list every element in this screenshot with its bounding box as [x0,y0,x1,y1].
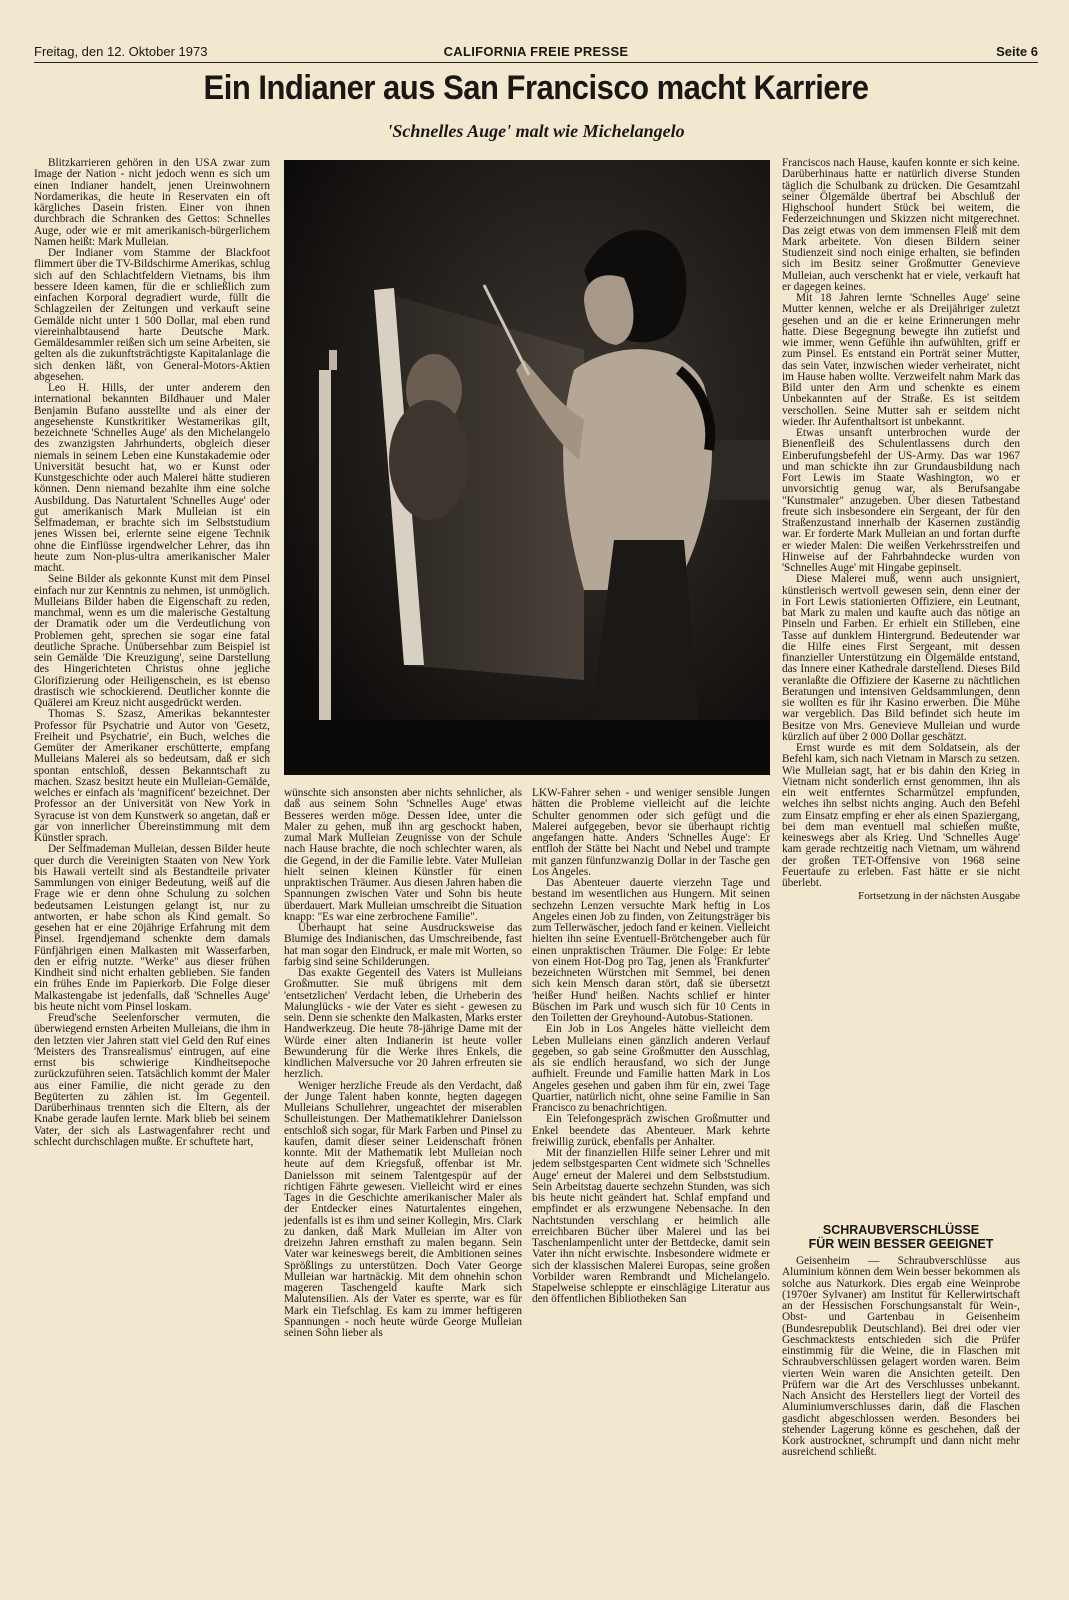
paragraph: Überhaupt hat seine Ausdrucksweise das Blumige des Indianischen, das Umschreibende, fast hat man sogar den Eindruck, er male mit Worten, so farbig sind seine Schilderungen. [284,922,522,968]
headline: Ein Indianer aus San Francisco macht Karriere [203,67,869,108]
paragraph: LKW-Fahrer sehen - und weniger sensible Jungen hätten die Probleme vielleicht auf die leichte Schulter genommen oder sich gefügt und die Malerei aufgegeben, bevor sie überhaupt richtig angefangen hatte. Anders 'Schnelles Auge': Er entfloh der Stätte bei Nacht und Nebel und trampte mit ganzen fünfunzwanzig Dollar in der Tasche gen Los Angeles. [532,788,770,878]
paragraph: Mit 18 Jahren lernte 'Schnelles Auge' seine Mutter kennen, welche er als Dreijähriger zuletzt gesehen und an die er keine Erinnerungen mehr hatte. Diese Begegnung bewegte ihn zutiefst und wie immer, wenn Gefühle ihn aufwühlten, griff er zum Pinsel. Es entstand ein Porträt seiner Mutter, das sein Vater, inzwischen wieder verheiratet, nicht im Hause haben wollte. Verzweifelt nahm Mark das Bild unter den Arm und schenkte es einem Unbekannten auf der Straße. Es ist seitdem verschollen. Seine Mutter sah er seitdem nicht wieder. Ihr Aufenthaltsort ist unbekannt. [782,292,1020,428]
paragraph: Freud'sche Seelenforscher vermuten, die überwiegend ernsten Arbeiten Mulleians, die ihm in den letzten vier Jahren statt viel Geld den Ruf eines 'Meisters des Transrealismus' eintrugen, auf eine ernst bis schwierige Kindheitsepoche zurückzuführen seien. Tatsächlich kommt der Maler aus einer Familie, die nicht gerade zu den Begüterten zu zählen ist. Im Gegenteil. Darüberhinaus trennten sich die Eltern, als der Knabe gerade laufen lernte. Mark blieb bei seinem Vater, der sich als Lastwagenfahrer recht und schlecht durchschlagen mußte. Er schuftete hart, [34,1012,270,1148]
paragraph: Mit der finanziellen Hilfe seiner Lehrer und mit jedem selbstgesparten Cent widmete sich 'Schnelles Auge' erneut der Malerei und dem Selbststudium. Sein Arbeitstag dauerte sechzehn Stunden, was sich bis heute nicht geändert hat. Schlaf empfand und empfindet er als erzwungene Nebensache. In den Nachtstunden verschlang er heimlich alle erreichbaren Bücher über Malerei und las bei Taschenlampenlicht unter der Bettdecke, damit sein Vater ihn nicht erwischte. Insbesondere widmete er sich der klassischen Malerei Europas, seine großen Vorbilder waren Rembrandt und Michelangelo. Stapelweise schleppte er einschlägige Literatur aus den öffentlichen Bibliotheken San [532,1147,770,1306]
paragraph: Thomas S. Szasz, Amerikas bekanntester Professor für Psychatrie und Autor von 'Gesetz, Freiheit und Psychatrie', ein Buch, welches die Gemüter der Amerikaner erschütterte, empfang Mulleians Malerei als so bedeutsam, daß er sich spontan entschloß, dessen Bekanntschaft zu machen. Szasz besitzt heute ein Mulleian-Gemälde, welches er einfach als 'magnificent' bezeichnet. Der Professor an der Universität von New York in Syracuse ist von dem Kunstwerk so angetan, daß er gar von innerlicher Übereinstimmung mit dem Künstler sprach. [34,708,270,844]
issue-date: Freitag, den 12. Oktober 1973 [34,44,208,59]
paragraph: Ernst wurde es mit dem Soldatsein, als der Befehl kam, sich nach Vietnam in Marsch zu setzen. Wie Mulleian sagt, hat er bis dahin den Krieg in Vietnam nicht sonderlich ernst genommen, ihn als ein weit entferntes Scharmützel empfunden, welches ihn selbst nichts anging. Auch den Befehl zum Einsatz empfing er eher als einen Spaziergang, bei dem man eventuell mal schießen mußte, keineswegs aber als Krieg. Und 'Schnelles Auge' kam gerade rechtzeitig nach Vietnam, um während der großen TET-Offensive von 1968 seine Feuertaufe zu erleben. Fast hätte er sie nicht überlebt. [782,742,1020,889]
paragraph: Das exakte Gegenteil des Vaters ist Mulleians Großmutter. Sie muß übrigens mit dem 'entsetzlichen' Verdacht leben, die Urheberin des Malunglücks - wie der Vater es sieht - gewesen zu sein. Denn sie schenkte den Malkasten, Marks erster Handwerkzeug. Die heute 78-jährige Dame mit der Würde einer alten Indianerin ist heute voller Bewunderung für die Werke ihres Enkels, die kindlichen Malversuche vor 20 Jahren erfreuten sie herzlich. [284,967,522,1081]
paragraph: Seine Bilder als gekonnte Kunst mit dem Pinsel einfach nur zur Kenntnis zu nehmen, ist unmöglich. Mulleians Bilder haben die Eigenschaft zu reden, manchmal, wenn es um die malerische Gestaltung der Dramatik oder um die Verdeutlichung von Problemen geht, sprechen sie sogar eine fatal deutliche Sprache. Unübersehbar zum Beispiel ist sein Gemälde 'Die Kreuzigung', seine Darstellung des Hingerichteten Christus ohne jegliche Glorifizierung oder Heiligenschein, es ist ebenso drastisch wie schockierend. Deutlicher konnte die Quälerei am Kreuz nicht ausgedrückt werden. [34,573,270,709]
paragraph: Franciscos nach Hause, kaufen konnte er sich keine. Darüberhinaus hatte er natürlich diverse Stunden täglich die Schulbank zu drücken. Die Gesamtzahl seiner Ölgemälde übertraf bei Abschluß der Highschool hundert Stück bei weitem, die Federzeichnungen und Skizzen nicht mitgerechnet. Das zeigt etwas von dem immensen Fleiß mit dem Mark arbeitete. Von diesen Bildern seiner Studienzeit sind noch einige erhalten, sie befinden sich im Besitz seiner Großmutter Genevieve Mulleian, auch verschenkt hat er viele, verkauft hat er dagegen keines. [782,158,1020,293]
newspaper-name: CALIFORNIA FREIE PRESSE [443,44,629,59]
sidebar-headline [782,1223,1020,1251]
article-column-1 [34,158,270,1553]
continued-note: Fortsetzung in der nächsten Ausgabe [858,890,1020,903]
masthead [34,44,1038,60]
paragraph: Weniger herzliche Freude als den Verdacht, daß der Junge Talent haben konnte, hegten dagegen Mulleians Schullehrer, ungeachtet der miserablen Schulleistungen. Der Mathematiklehrer Danielsson entschloß sich sogar, für Mark Farben und Pinsel zu kaufen, damit dieser seiner Leidenschaft frönen konnte. Mit der Mathematik lebt Mulleian noch heute auf dem Kriegsfuß, offenbar ist Mr. Danielsson mit seinem Talentgespür auf der richtigen Fährte gewesen. Vielleicht wird er eines Tages in die Geschichte amerikanischer Maler als der Entdecker eines Naturtalentes eingehen, jedenfalls ist es ihm und seiner Kollegin, Mrs. Clark zu danken, daß Mark Mulleian im Alter von dreizehn Jahren ernsthaft zu malen begann. Sein Vater war keineswegs bereit, die Ambitionen seines Sprößlings zu unterstützen. Doch Vater George Mulleian war hartnäckig. Mit dem ohnehin schon mageren Taschengeld kaufte Mark sich Malutensilien. Als der Vater es sperrte, war es für Mark ein Tiefschlag. Es kam zu immer heftigeren Spannungen - noch heute würde George Mulleian seinen Sohn lieber als [284,1079,522,1339]
sidebar-article [782,1256,1020,1553]
paragraph: Ein Telefongespräch zwischen Großmutter und Enkel beendete das Abenteuer. Mark kehrte freiwillig zurück, ebenfalls per Anhalter. [532,1113,770,1148]
paragraph: Der Selfmademan Mulleian, dessen Bilder heute quer durch die Vereinigten Staaten von New York bis Hawaii verteilt sind als Bestandteile privater Sammlungen von einiger Bedeutung, weiß auf die Frage wie er denn ohne Schulung zu solchen bedeutsamen Leistungen gelangt ist, nur zu antworten, er habe schon als Kind gemalt. So gesehen hat er eine 20jährige Erfahrung mit dem Pinsel. Irgendjemand schenkte dem damals Fünfjährigen einen Malkasten mit Wasserfarben, den er eifrig nutzte. "Werke" aus dieser frühen Kindheit sind nicht erhalten geblieben. Sie fanden ein frühes Ende im Papierkorb. Die Folge dieser Malkastengabe ist jedenfalls, daß 'Schnelles Auge' bis heute nicht vom Pinsel loskam. [34,843,270,1013]
article-column-4 [782,158,1020,1223]
subheadline: 'Schnelles Auge' malt wie Michelangelo [387,121,685,141]
page-number: Seite 6 [996,44,1038,59]
masthead-rule [34,62,1038,63]
photo-artwork [284,160,770,775]
paragraph: Das Abenteuer dauerte vierzehn Tage und bestand im wesentlichen aus Hungern. Mit seinen sechzehn Lenzen versuchte Mark heftig in Los Angeles einen Job zu finden, von Zeitungsträger bis zum Tellerwäscher, jedoch fand er keinen. Vielleicht hielten ihn seine Eventuell-Brötchengeber auch für einen unpraktischen Träumer. Die Folge: Er lebte von einem Hot-Dog pro Tag, jenen als 'Frankfurter' bezeichneten Würstchen mit Semmel, bei denen sich kein Mensch daran stört, daß sie übersetzt 'heißer Hund' heißen. Nachts schlief er hinter Büschen im Park und wusch sich für 10 Cents in den Toiletten der Greyhound-Autobus-Stationen. [532,877,770,1024]
paragraph: Geisenheim — Schraubverschlüsse aus Aluminium können dem Wein besser bekommen als solche aus Naturkork. Dies ergab eine Weinprobe (1970er Sylvaner) am Institut für Kellerwirtschaft an der Hessischen Forschungsanstalt für Wein-, Obst- und Gartenbau in Geisenheim (Bundesrepublik Deutschland). Bei drei oder vier Geschmacktests entschieden sich die Prüfer einstimmig für die Weine, die in Flaschen mit Schraubverschlüssen gelagert worden waren. Beim vierten Wein waren die Ansichten geteilt. Den Prüfern war die Art des Verschlusses unbekannt. Nach Ansicht des Herstellers liegt der Vorteil des Aluminiumverschlusses darin, daß die Flaschen gasdicht abgeschlossen werden. Besonders bei stehender Lagerung könne es geschehen, daß der Kork austrocknet, schrumpft und dann nicht mehr ausreichend schließt. [782,1256,1020,1459]
article-column-2 [284,788,522,1553]
paragraph: Blitzkarrieren gehören in den USA zwar zum Image der Nation - nicht jedoch wenn es sich um einen Indianer handelt, jenen Ureinwohnern Nordamerikas, die heute in Reservaten ein oft kärgliches Dasein fristen. Einer von ihnen durchbrach die Schranken des Gettos: Schnelles Auge, oder wie er mit amerikanisch-bürgerlichem Namen heißt: Mark Mulleian. [34,158,270,248]
paragraph: Diese Malerei muß, wenn auch unsigniert, künstlerisch wertvoll gewesen sein, denn einer der in Fort Lewis stationierten Offiziere, ein Leutnant, bat Mark zu malen und kaufte auch das nötige an Pinseln und Farben. Er erhielt ein Stilleben, eine Tasse auf dunklem Hintergrund. Bedeutender war die Hilfe eines First Sergeant, mit dessen finanzieller Unterstützung ein Ölgemälde entstand, das Innere einer Kathedrale darstellend. Dieses Bild veranlaßte die Offiziere der Kaserne zu nächtlichen Beratungen und intensiven Geldsammlungen, denn sie wollten es für ihr Kasino erwerben. Die Mühe war vergeblich. Das Bild befindet sich heute im Besitze von Mrs. Genevieve Mulleian und wurde kürzlich auf über 2 000 Dollar geschätzt. [782,573,1020,743]
paragraph: Etwas unsanft unterbrochen wurde der Bienenfleiß des Schulentlassens durch den Einberufungsbefehl der US-Army. Das war 1967 und man schickte ihn zur Grundausbildung nach Fort Lewis im Staate Washington, wo er unvorsichtig genug war, als Berufsangabe "Kunstmaler" anzugeben. Über diesen Tatbestand freute sich insbesondere ein Sergeant, der für den Straßenzustand innerhalb der Kasernen zuständig war. Er forderte Mark Mulleian an und fortan durfte er wieder Malen: Die weißen Verkehrsstreifen und Hinweise auf der Fahrbahndecke wurden von 'Schnelles Auge' mit Hingabe gepinselt. [782,427,1020,574]
paragraph: wünschte sich ansonsten aber nichts sehnlicher, als daß aus seinem Sohn 'Schnelles Auge' etwas Besseres werden möge. Dessen Idee, unter die Maler zu gehen, muß ihn arg geschockt haben, zumal Mark Mulleian Zeugnisse von der Schule nach Hause brachte, die noch schlechter waren, als die Gegend, in der die Familie lebte. Vater Mulleian hielt seinen kleinen Künstler für einen unpraktischen Träumer. Aus diesen Jahren haben die Spannungen zwischen Vater und Sohn bis heute überdauert. Mark Mulleian umschreibt die Situation knapp: "Es war eine zerbrochene Familie". [284,788,522,923]
painter-photo [284,160,770,775]
sidebar-headline-line: FÜR WEIN BESSER GEEIGNET [808,1237,994,1251]
paragraph: Ein Job in Los Angeles hätte vielleicht dem Leben Mulleians einen gänzlich anderen Verlauf gegeben, so gab seine Großmutter den Ausschlag, als sie endlich herausfand, wo sich der Junge aufhielt. Freunde und Familie hatten Mark in Los Angeles gesehen und gaben ihm für ein, zwei Tage Quartier, natürlich nicht, ohne seine Familie in San Francisco zu benachrichtigen. [532,1023,770,1114]
article-column-3 [532,788,770,1553]
paragraph: Leo H. Hills, der unter anderem den international bekannten Bildhauer und Maler Benjamin Bufano ausstellte und als einer der angesehenste Kunstkritiker Westamerikas gilt, bezeichnete 'Schnelles Auge' als den Michelangelo des zwanzigsten Jahrhunderts, obgleich dieser niemals in seinem Leben eine Kunstakademie oder Universität besucht hat, wo er Kunst oder Kunstgeschichte oder auch Malerei hätte studieren können. Denn niemand bezahlte ihm eine solche Ausbildung. Das Naturtalent 'Schnelles Auge' oder gut amerikanisch Mark Mulleian ist ein Selfmademan, er brachte sich im Selbststudium jenes Wissen bei, erlernte seine eigene Technik ohne die Einflüsse irgendwelcher Lehrer, das ihn heute zum Non-plus-ultra amerikanischer Maler macht. [34,382,270,574]
paragraph: Der Indianer vom Stamme der Blackfoot flimmert über die TV-Bildschirme Amerikas, schlug sich auf den Schlachtfeldern Vietnams, bis ihm bessere Ideen kamen, für die er schließlich zum einfachen Korporal degradiert wurde, füllt die Schlagzeilen der Zeitungen und verkauft seine Gemälde nicht unter 1 500 Dollar, mal eben rund viereinhalbtausend harte Deutsche Mark. Gemäldesammler reißen sich um seine Arbeiten, sie gelten als die zukunftsträchtigste Kapitalanlage die sich denken läßt, von General-Motors-Aktien abgesehen. [34,247,270,383]
sidebar-headline-line: SCHRAUBVERSCHLÜSSE [822,1223,980,1237]
